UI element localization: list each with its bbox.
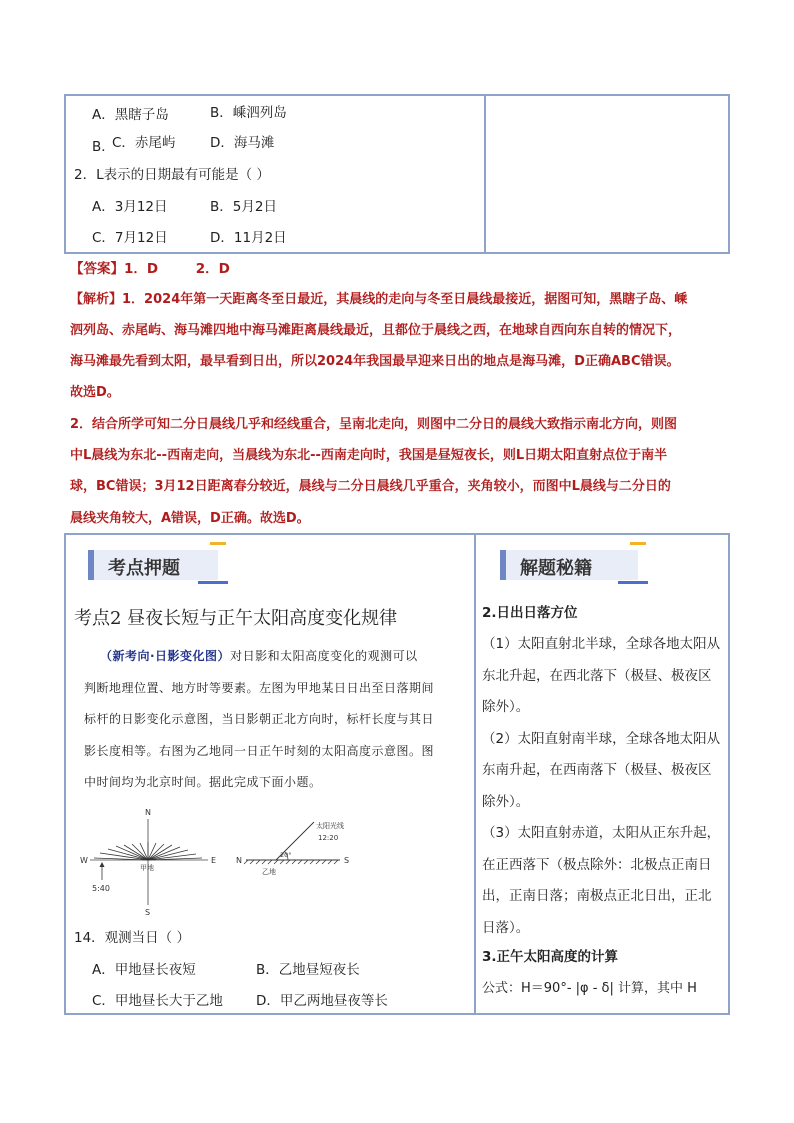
option-c-prefix: B． [92, 139, 115, 155]
fig1-center: 甲地 [140, 864, 154, 872]
analysis-label: 【解析】 [70, 292, 123, 307]
bottom-box-divider [474, 533, 476, 1015]
intro-line-1: （新考向·日影变化图）对日影和太阳高度变化的观测可以 [100, 649, 418, 663]
tip-line-10: 日落）。 [482, 920, 530, 936]
option-c: C．赤尾屿 [112, 135, 176, 151]
tip-line-7: （3）太阳直射赤道，太阳从正东升起， [482, 825, 721, 841]
fig2-time: 12:20 [318, 834, 339, 842]
analysis-line-3: 海马滩最先看到太阳，最早看到日出，所以2024年我国最早迎来日出的地点是海马滩，D正确ABC错误。 [70, 354, 680, 369]
analysis-line-7: 球，BC错误；3月12日距离春分较近，晨线与二分日晨线几乎重合，夹角较小，而图中L晨线与二分日的 [70, 479, 671, 494]
answer-line [70, 260, 230, 278]
fig1-south: S [145, 908, 151, 917]
fig1-west: W [80, 856, 88, 865]
option-d: D．海马滩 [210, 135, 275, 151]
shadow-change-figure [76, 805, 226, 920]
q2-option-a: A．3月12日 [92, 199, 168, 215]
tip-line-3: 除外）。 [482, 699, 530, 715]
intro-line-3: 标杆的日影变化示意图，当日影朝正北方向时，标杆长度与其日 [84, 712, 435, 726]
analysis-line-6: 中L晨线为东北--西南走向，当晨线为东北--西南走向时，我国是昼短夜长，则L日期太阳直射点位于南半 [70, 448, 668, 463]
tip-line-6: 除外）。 [482, 794, 530, 810]
tip-line-8: 在正西落下（极点除外：北极点正南日 [482, 857, 712, 873]
tip-line-1: （1）太阳直射北半球，全球各地太阳从 [482, 636, 721, 652]
q14-option-d: D．甲乙两地昼夜等长 [256, 993, 388, 1009]
q2-option-d: D．11月2日 [210, 230, 287, 246]
formula-line: 公式：H＝90°- |φ - δ| 计算，其中 H [482, 981, 697, 996]
q14-option-a: A．甲地昼长夜短 [92, 962, 196, 978]
q2-option-c: C．7月12日 [92, 230, 168, 246]
sunrise-sunset-heading: 2.日出日落方位 [482, 605, 578, 621]
q14-option-b: B．乙地昼短夜长 [256, 962, 360, 978]
answer-label: 【答案】 [70, 261, 124, 277]
intro-line-2: 判断地理位置、地方时等要素。左图为甲地某日日出至日落期间 [84, 681, 435, 695]
tip-line-9: 出，正南日落；南极点正北日出，正北 [482, 888, 712, 904]
analysis-line-8: 晨线夹角较大，A错误，D正确。故选D。 [70, 511, 310, 526]
fig2-ray-label: 太阳光线 [316, 822, 344, 830]
fig1-east: E [211, 856, 217, 865]
question-14: 14．观测当日（ ） [74, 930, 190, 946]
fig1-time: 5:40 [92, 884, 110, 893]
question-box-divider [484, 94, 486, 254]
q14-option-c: C．甲地昼长大于乙地 [92, 993, 223, 1009]
answer-text: 1．D 2．D [124, 261, 230, 277]
fig2-south: S [344, 856, 350, 865]
noon-altitude-heading: 3.正午太阳高度的计算 [482, 949, 619, 965]
tip-line-5: 东南升起，在西南落下（极昼、极夜区 [482, 762, 712, 778]
fig2-angle: 20° [280, 851, 292, 859]
question-2: 2．L表示的日期最有可能是（ ） [74, 167, 270, 183]
noon-sun-altitude-figure [232, 820, 362, 880]
fig2-place: 乙地 [262, 868, 276, 876]
fig2-north: N [236, 856, 242, 865]
analysis-line-4: 故选D。 [70, 385, 120, 400]
new-direction-tag: （新考向·日影变化图） [100, 649, 231, 663]
option-a: A．黑瞎子岛 [92, 107, 169, 123]
tip-line-4: （2）太阳直射南半球，全球各地太阳从 [482, 731, 721, 747]
exam-points-header: 考点押题 [88, 550, 218, 580]
analysis-line-5: 2．结合所学可知二分日晨线几乎和经线重合，呈南北走向，则图中二分日的晨线大致指示南北方向，则图 [70, 417, 678, 432]
intro-line-5: 中时间均为北京时间。据此完成下面小题。 [84, 775, 322, 789]
analysis-line-1: 【解析】1．2024年第一天距离冬至日最近，其晨线的走向与冬至日晨线最接近，据图可知，黑瞎子岛、嵊 [70, 292, 688, 307]
analysis-line-2: 泗列岛、赤尾屿、海马滩四地中海马滩距离晨线最近，且都位于晨线之西，在地球自西向东自转的情况下， [70, 323, 682, 338]
tips-header: 解题秘籍 [500, 550, 638, 580]
option-b: B．嵊泗列岛 [210, 105, 287, 121]
tip-line-2: 东北升起，在西北落下（极昼、极夜区 [482, 668, 712, 684]
q2-option-b: B．5月2日 [210, 199, 277, 215]
topic-title: 考点2 昼夜长短与正午太阳高度变化规律 [74, 608, 398, 629]
intro-line-4: 影长度相等。右图为乙地同一日正午时刻的太阳高度示意图。图 [84, 744, 435, 758]
fig1-north: N [145, 808, 151, 817]
